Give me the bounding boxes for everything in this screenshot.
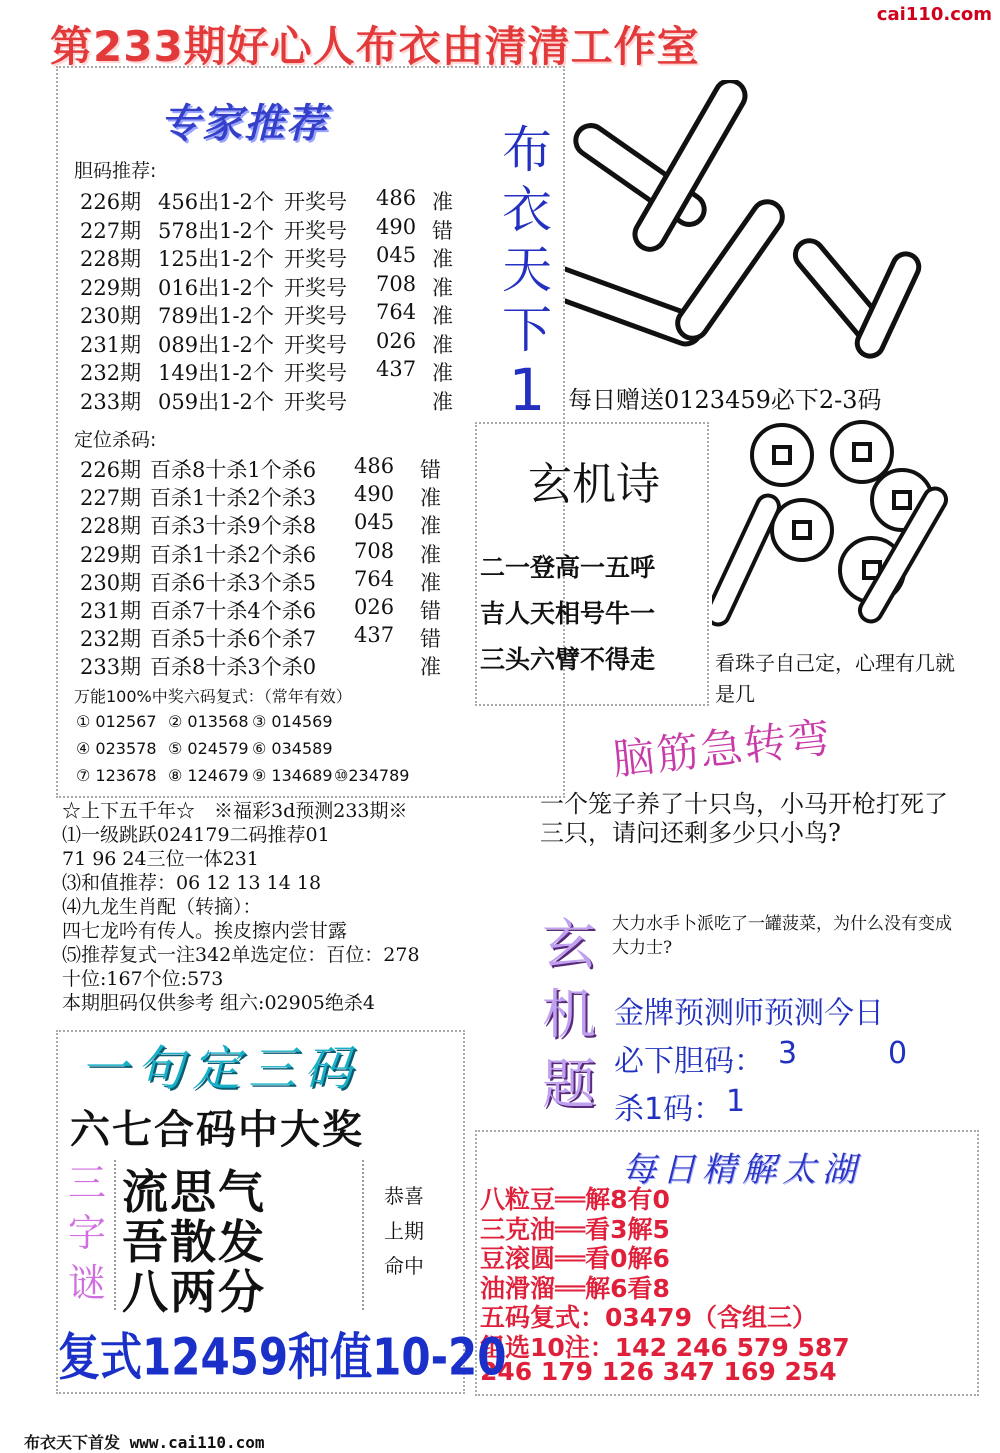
riddle-divider: [114, 1160, 116, 1310]
dan-cell: 089出1-2个: [158, 332, 274, 357]
poem-line: 二一登高一五呼: [480, 553, 656, 582]
poem-hint: 看珠子自己定，心理有几就是几: [715, 651, 955, 706]
kill-cell: 百杀1十杀2个杀3: [150, 486, 317, 511]
riddle-line: 八两分: [122, 1265, 266, 1319]
taihu-line: 油滑溜══解6看8: [480, 1273, 670, 1303]
dan-cell: 490: [376, 214, 417, 239]
kill-cell: 230期: [80, 570, 142, 595]
wanneng-item: ① 012567: [76, 712, 157, 731]
footer-text: 布衣天下首发 www.cai110.com: [24, 1433, 265, 1452]
wanneng-item: ⑩234789: [334, 766, 410, 785]
riddle-label-char: 字: [67, 1211, 106, 1255]
taihu-line: 五码复式：03479（含组三）: [480, 1303, 817, 1332]
riddle-line: 流思气: [122, 1165, 266, 1219]
dan-cell: 开奖号: [284, 247, 347, 271]
dan-cell: 233期: [80, 389, 142, 414]
xuanji-char: 机: [542, 983, 596, 1046]
expert-title: 专家推荐: [160, 101, 328, 147]
wanneng-item: ⑥ 034589: [252, 739, 333, 758]
dan-cell: 227期: [80, 218, 142, 243]
dan-cell: 错: [432, 218, 453, 243]
dan-cell: 开奖号: [284, 275, 347, 300]
coins-illustration: [712, 420, 952, 645]
gold-dan-a: 3: [778, 1036, 798, 1071]
dan-cell: 486: [376, 186, 417, 210]
xuanji-question: 大力水手卜派吃了一罐菠菜，为什么没有变成大力士?: [612, 914, 952, 958]
kill-cell: 错: [420, 599, 441, 623]
kill-cell: 准: [420, 655, 441, 680]
wanneng-item: ③ 014569: [252, 712, 333, 731]
kill-cell: 026: [354, 595, 395, 619]
kill-cell: 准: [420, 486, 441, 511]
congrats-text: 恭喜: [384, 1184, 424, 1208]
dan-cell: 准: [432, 190, 453, 214]
kill-cell: 233期: [80, 655, 142, 680]
note-line: ⑷九龙生肖配（转摘）：: [62, 896, 262, 918]
note-line: ⑸推荐复式一注342单选定位：百位：278: [62, 944, 420, 966]
kill-cell: 百杀8十杀1个杀6: [150, 458, 317, 482]
dan-cell: 准: [432, 389, 453, 414]
kill-label: 定位杀码:: [74, 429, 157, 451]
riddle-label: [64, 1158, 110, 1308]
wanneng-item: ⑧ 124679: [168, 766, 249, 785]
kill-cell: 486: [354, 454, 395, 478]
kill-cell: 229期: [80, 542, 142, 567]
kill-cell: 百杀6十杀3个杀5: [150, 570, 317, 595]
kill-cell: 百杀7十杀4个杀6: [150, 599, 317, 623]
note-line: 本期胆码仅供参考 组六:02905绝杀4: [62, 992, 375, 1014]
congrats-text: 上期: [384, 1219, 424, 1243]
dan-cell: 045: [376, 243, 417, 267]
poem-title: 玄机诗: [528, 459, 660, 510]
gold-kill-label: 杀1码：: [614, 1092, 724, 1127]
dan-cell: 708: [376, 271, 417, 296]
wanneng-item: ⑤ 024579: [168, 739, 249, 758]
dan-cell: 437: [376, 357, 417, 381]
kill-cell: 437: [354, 623, 395, 648]
dan-cell: 026: [376, 328, 417, 353]
fushi-line: 复式12459和值10-20: [58, 1327, 507, 1387]
dan-cell: 125出1-2个: [158, 247, 274, 271]
wanneng-label: 万能100%中奖六码复式：（常年有效）: [74, 687, 352, 706]
dan-cell: 准: [432, 247, 453, 271]
xuanji-vertical-title: [536, 910, 602, 1120]
dan-cell: 准: [432, 304, 453, 328]
kill-cell: 准: [420, 514, 441, 539]
kill-cell: 百杀3十杀9个杀8: [150, 514, 317, 539]
chopsticks-illustration: [565, 80, 940, 375]
dan-cell: 开奖号: [284, 332, 347, 357]
taihu-line: 组选10注：142 246 579 587: [480, 1332, 850, 1362]
dan-cell: 059出1-2个: [158, 389, 274, 414]
note-line: ☆上下五千年☆ ※福彩3d预测233期※: [62, 800, 408, 822]
site-logo[interactable]: cai110.com: [876, 4, 992, 25]
note-line: 十位:167个位:573: [62, 968, 224, 990]
riddle-line: 吾散发: [122, 1215, 266, 1269]
dan-cell: 231期: [80, 332, 142, 357]
prize-slogan: 六七合码中大奖: [70, 1107, 364, 1153]
kill-cell: 045: [354, 510, 395, 535]
dan-cell: 开奖号: [284, 361, 347, 385]
riddle-label-char: 三: [67, 1161, 106, 1205]
poem-line: 三头六臂不得走: [480, 645, 656, 674]
kill-cell: 232期: [80, 627, 142, 652]
buyi-char: 下: [502, 301, 552, 359]
wanneng-item: ⑨ 134689: [252, 766, 333, 785]
dan-cell: 准: [432, 275, 453, 300]
kill-cell: 227期: [80, 486, 142, 511]
riddle-divider-right: [362, 1160, 364, 1310]
wanneng-item: ④ 023578: [76, 739, 157, 758]
buyi-char: 天: [502, 241, 552, 299]
buyi-char: 1: [508, 356, 546, 424]
note-line: 71 96 24三位一体231: [62, 848, 259, 870]
kill-cell: 228期: [80, 514, 142, 539]
dan-cell: 开奖号: [284, 190, 347, 214]
gold-line: 金牌预测师预测今日: [614, 996, 884, 1031]
buyi-char: 衣: [502, 181, 552, 239]
dan-cell: 228期: [80, 247, 142, 271]
riddle-label-char: 谜: [67, 1261, 106, 1305]
kill-cell: 708: [354, 538, 395, 563]
xuanji-char: 题: [542, 1053, 596, 1116]
kill-cell: 准: [420, 542, 441, 567]
gold-dan-label: 必下胆码：: [614, 1044, 764, 1079]
dan-cell: 开奖号: [284, 304, 347, 328]
poem-line: 吉人天相号牛一: [480, 599, 656, 628]
kill-cell: 错: [420, 458, 441, 482]
dan-cell: 226期: [80, 190, 142, 214]
congrats-text: 命中: [384, 1254, 424, 1278]
daily-gift: 每日赠送0123459必下2-3码: [568, 386, 882, 414]
one-sentence-title: 一句定三码: [80, 1041, 361, 1097]
dan-cell: 764: [376, 300, 417, 324]
buyi-vertical-title: [492, 120, 562, 424]
dan-cell: 230期: [80, 304, 142, 328]
gold-dan-b: 0: [888, 1036, 908, 1071]
xuanji-char: 玄: [542, 913, 596, 976]
wanneng-item: ② 013568: [168, 712, 249, 731]
dan-cell: 456出1-2个: [158, 190, 274, 214]
dan-cell: 789出1-2个: [158, 304, 274, 328]
dan-cell: 229期: [80, 275, 142, 300]
kill-cell: 226期: [80, 458, 142, 482]
wanneng-item: ⑦ 123678: [76, 766, 157, 785]
gold-kill-value: 1: [726, 1084, 746, 1119]
dan-cell: 578出1-2个: [158, 218, 274, 243]
kill-cell: 231期: [80, 599, 142, 623]
kill-cell: 764: [354, 566, 395, 591]
dan-cell: 232期: [80, 361, 142, 385]
dan-cell: 016出1-2个: [158, 275, 274, 300]
kill-cell: 错: [420, 627, 441, 652]
dan-cell: 开奖号: [284, 389, 347, 414]
kill-cell: 百杀8十杀3个杀0: [150, 655, 317, 680]
kill-cell: 490: [354, 482, 395, 507]
dan-cell: 准: [432, 361, 453, 385]
brain-teaser-title: 脑筋急转弯: [610, 712, 835, 785]
note-line: ⑴一级跳跃024179二码推荐01: [62, 824, 330, 846]
taihu-line: 豆滚圆══看0解6: [480, 1244, 670, 1273]
taihu-line: 三克油══看3解5: [480, 1214, 670, 1244]
buyi-char: 布: [502, 121, 552, 179]
kill-cell: 百杀5十杀6个杀7: [150, 627, 317, 652]
kill-cell: 准: [420, 570, 441, 595]
taihu-line: 246 179 126 347 169 254: [480, 1357, 837, 1386]
taihu-line: 八粒豆══解8有0: [480, 1185, 670, 1214]
page-title: 第233期好心人布衣由清清工作室: [50, 22, 700, 71]
note-line: ⑶和值推荐：06 12 13 14 18: [62, 872, 322, 894]
dan-cell: 149出1-2个: [158, 361, 274, 385]
kill-cell: 百杀1十杀2个杀6: [150, 542, 317, 567]
note-line: 四七龙吟有传人。挨皮擦内尝甘露: [62, 920, 348, 942]
brain-teaser-question: 一个笼子养了十只鸟，小马开枪打死了三只，请问还剩多少只小鸟?: [540, 790, 948, 847]
dan-cell: 开奖号: [284, 218, 347, 243]
dan-label: 胆码推荐:: [74, 160, 157, 182]
taihu-title: 每日精解太湖: [622, 1150, 862, 1190]
dan-cell: 准: [432, 332, 453, 357]
